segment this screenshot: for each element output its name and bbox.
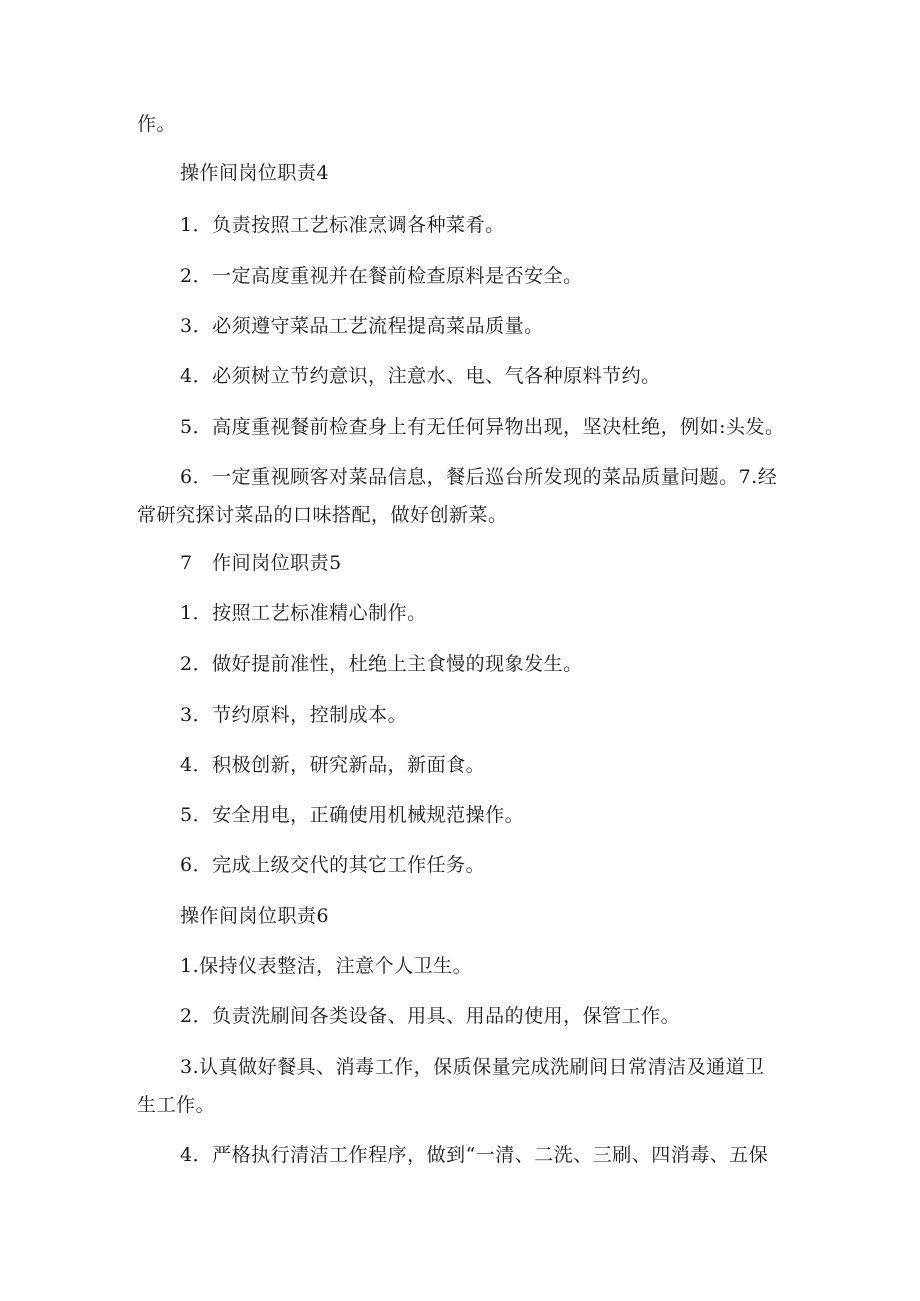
list-item: 6．完成上级交代的其它工作任务。 (180, 854, 486, 876)
list-item: 4．必须树立节约意识，注意水、电、气各种原料节约。 (180, 365, 661, 387)
list-item: 3.认真做好餐具、消毒工作，保质保量完成洗刷间日常清洁及通道卫 (180, 1056, 765, 1078)
list-item: 5．安全用电，正确使用机械规范操作。 (180, 804, 525, 826)
list-item-continuation: 生工作。 (137, 1094, 216, 1116)
list-item: 5．高度重视餐前检查身上有无任何异物出现，坚决杜绝，例如:头发。 (180, 416, 785, 438)
list-item: 3．节约原料，控制成本。 (180, 704, 408, 726)
list-item: 6．一定重视顾客对菜品信息，餐后巡台所发现的菜品质量问题。7.经 (180, 466, 778, 488)
section-heading: 操作间岗位职责4 (180, 162, 330, 184)
section-heading: 操作间岗位职责6 (180, 905, 330, 927)
list-item: 1．负责按照工艺标准烹调各种菜肴。 (180, 214, 505, 236)
list-item: 2．一定高度重视并在餐前检查原料是否安全。 (180, 265, 583, 287)
list-item: 4．积极创新，研究新品，新面食。 (180, 754, 486, 776)
list-item: 2．负责洗刷间各类设备、用具、用品的使用，保管工作。 (180, 1005, 681, 1027)
list-item: 2．做好提前准性，杜绝上主食慢的现象发生。 (180, 653, 583, 675)
paragraph-continuation: 作。 (137, 113, 177, 135)
list-item: 4．严格执行清洁工作程序，做到“一清、二洗、三刷、四消毒、五保 (180, 1144, 769, 1166)
list-item: 1．按照工艺标准精心制作。 (180, 602, 427, 624)
list-item: 3．必须遵守菜品工艺流程提高菜品质量。 (180, 315, 544, 337)
list-item: 1.保持仪表整洁，注意个人卫生。 (180, 955, 473, 977)
section-heading: 7 作间岗位职责5 (180, 552, 342, 574)
list-item-continuation: 常研究探讨菜品的口味搭配，做好创新菜。 (137, 504, 508, 526)
